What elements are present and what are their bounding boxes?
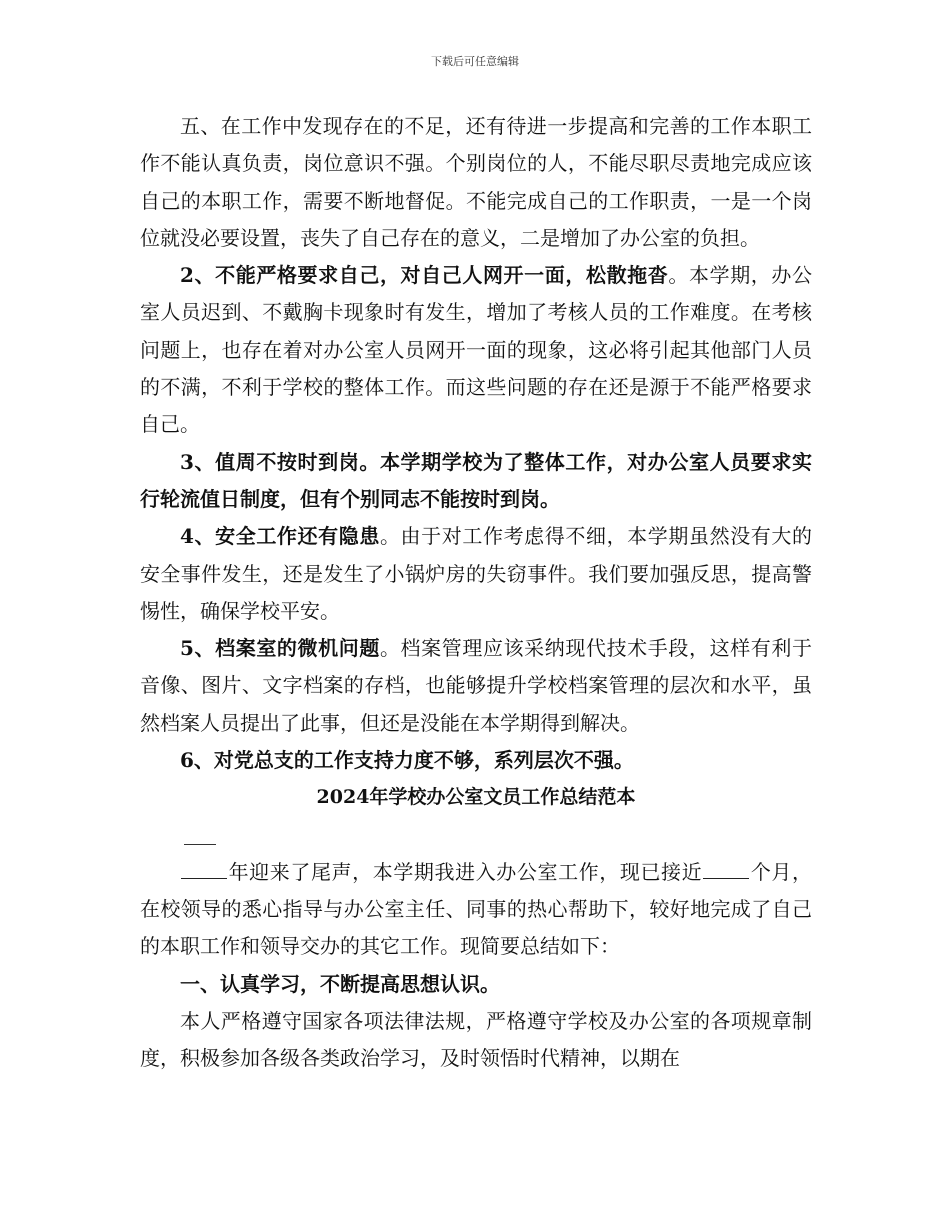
section-heading-1: 一、认真学习，不断提高思想认识。	[180, 971, 500, 996]
blank-underline	[184, 844, 216, 845]
year-blank	[181, 858, 227, 879]
item-5-body: 。档案管理应该采纳现代技术手段，这样有利于音像、图片、文字档案的存档，也能够提升学校档案管理的层次和水平，虽然档案人员提出了此事，但还是没能在本学期得到解决。	[140, 636, 813, 735]
paragraph-study: 本人严格遵守国家各项法律法规，严格遵守学校及办公室的各项规章制度，积极参加各级各类政治学习，及时领悟时代精神，以期在	[140, 1008, 812, 1071]
intro-part-a: 年迎来了尾声，本学期我进入办公室工作，现已接近	[228, 859, 703, 884]
item-4-body: 。由于对工作考虑得不细，本学期虽然没有大的安全事件发生，还是发生了小锅炉房的失窃事件。我们要加强反思，提高警惕性，确保学校平安。	[140, 524, 813, 623]
paragraph-item-5	[140, 630, 812, 742]
item-4-heading: 4、安全工作还有隐患	[180, 524, 380, 549]
paragraph-item-6: 6、对党总支的工作支持力度不够，系列层次不强。	[180, 748, 634, 773]
paragraph-item-3: 3、值周不按时到岗。本学期学校为了整体工作，对办公室人员要求实行轮流值日制度，但有个别同志不能按时到岗。	[140, 449, 812, 511]
blank-underline-line	[140, 817, 812, 854]
months-blank	[703, 858, 749, 879]
item-2-body: 。本学期，办公室人员迟到、不戴胸卡现象时有发生，增加了考核人员的工作难度。在考核问题上，也存在着对办公室人员网开一面的现象，这必将引起其他部门人员的不满，不利于学校的整体工作。而这些问题的存在还是源于不能严格要求自己。	[140, 263, 813, 437]
intro-part-b: 个月，在校领导的悉心指导与办公室主任、同事的热心帮助下，较好地完成了自己的本职工作和领导交办的其它工作。现简要总结如下：	[140, 859, 813, 959]
paragraph-item-4	[140, 518, 812, 630]
paragraph-item-2	[140, 257, 812, 443]
paragraph-intro	[140, 854, 812, 966]
document-title: 2024年学校办公室文员工作总结范本	[316, 786, 636, 809]
document-body	[140, 108, 812, 1077]
item-5-heading: 5、档案室的微机问题	[180, 636, 380, 661]
page-header: 下载后可任意编辑	[431, 55, 519, 68]
paragraph-shortcomings: 五、在工作中发现存在的不足，还有待进一步提高和完善的工作本职工作不能认真负责，岗位意识不强。个别岗位的人，不能尽职尽责地完成应该自己的本职工作，需要不断地督促。不能完成自己的工作职责，一是一个岗位就没必要设置，丧失了自己存在的意义，二是增加了办公室的负担。	[140, 114, 812, 250]
item-2-heading: 2、不能严格要求自己，对自己人网开一面，松散拖沓	[180, 263, 669, 288]
